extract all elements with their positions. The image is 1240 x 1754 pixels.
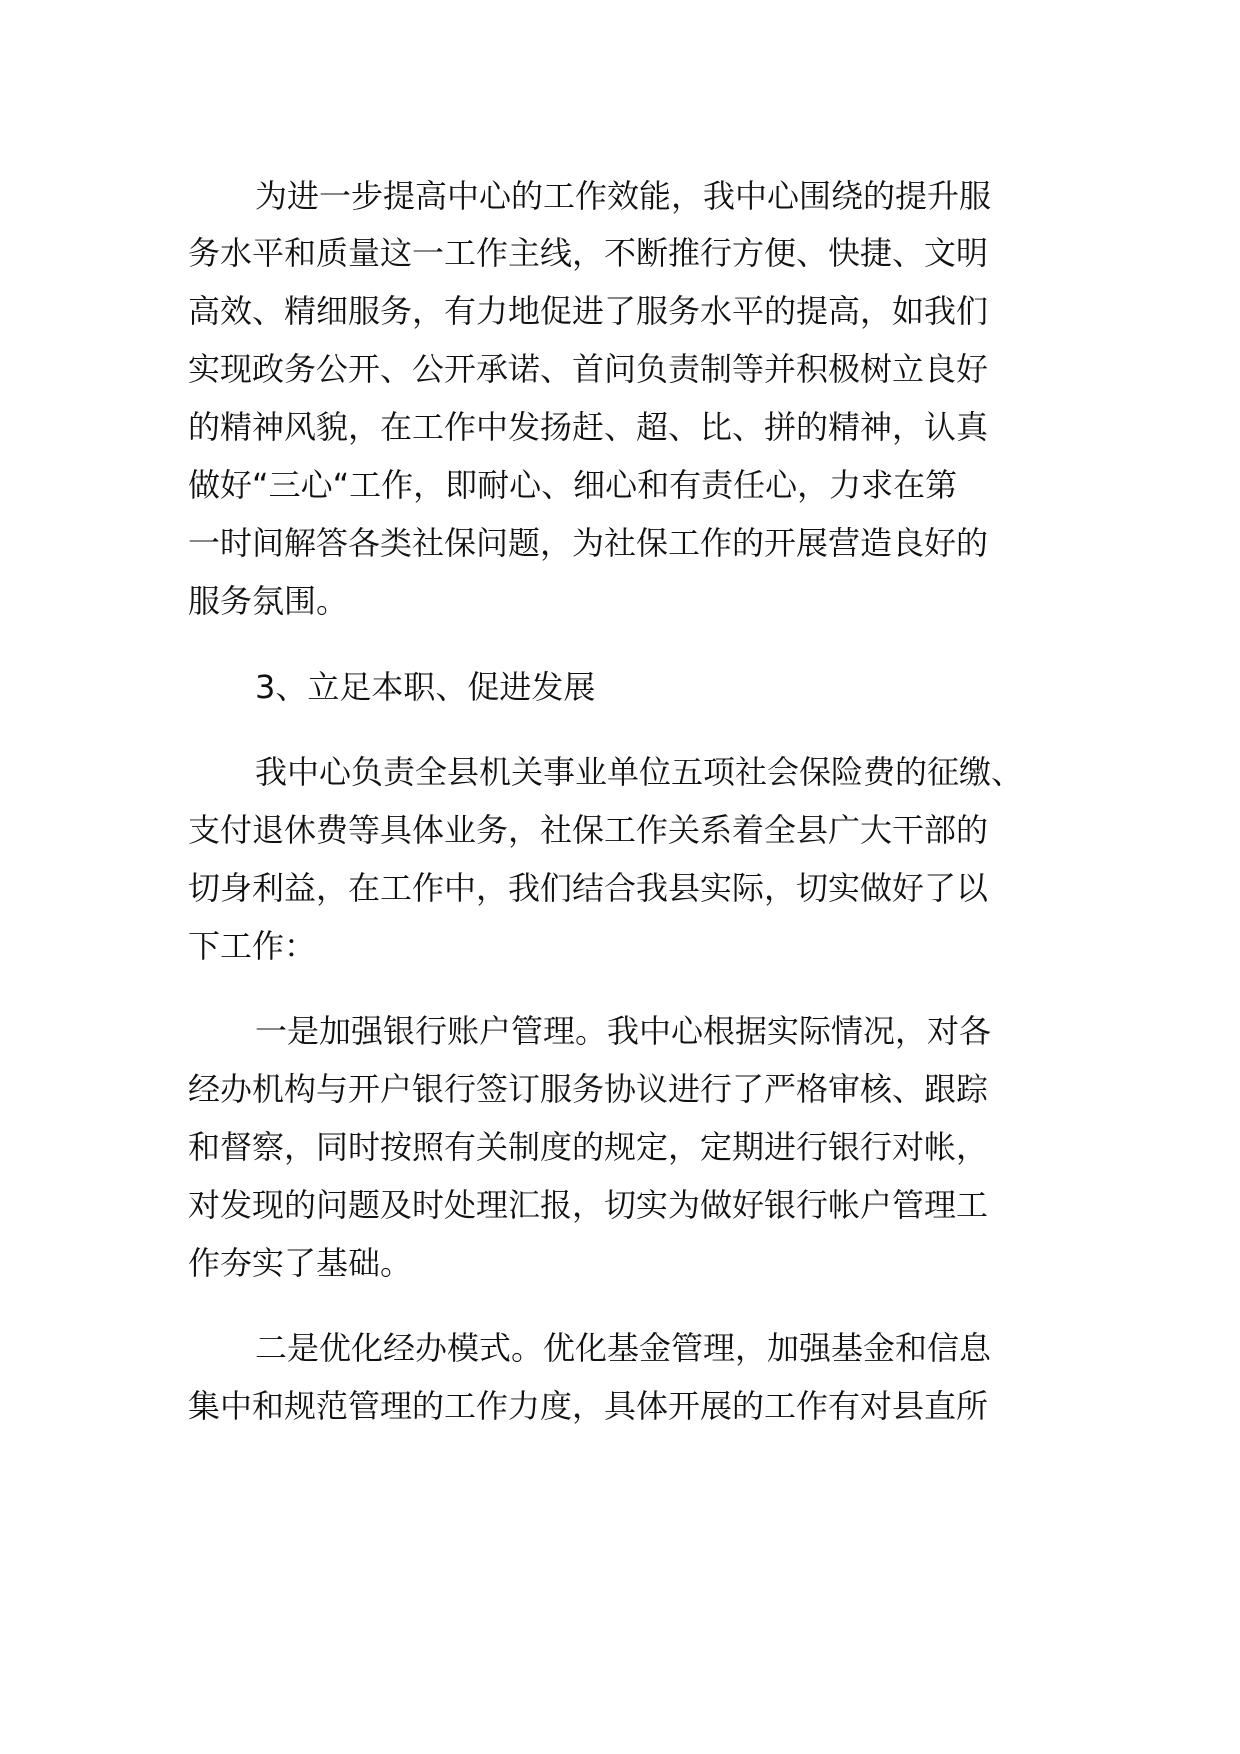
- paragraph-2-line-1: 我中心负责全县机关事业单位五项社会保险费的征缴、: [255, 753, 1024, 791]
- paragraph-4-line-1: 二是优化经办模式。优化基金管理，加强基金和信息: [255, 1329, 992, 1367]
- paragraph-1-line-3: 高效、精细服务，有力地促进了服务水平的提高，如我们: [188, 292, 989, 330]
- paragraph-1-line-8: 服务氛围。: [188, 582, 349, 620]
- paragraph-2-line-3: 切身利益，在工作中，我们结合我县实际，切实做好了以: [188, 869, 989, 907]
- paragraph-2-line-4: 下工作：: [188, 927, 317, 965]
- paragraph-4-line-2: 集中和规范管理的工作力度，具体开展的工作有对县直所: [188, 1387, 989, 1425]
- paragraph-3-line-4: 对发现的问题及时处理汇报，切实为做好银行帐户管理工: [188, 1186, 989, 1224]
- paragraph-1-line-2: 务水平和质量这一工作主线，不断推行方便、快捷、文明: [188, 234, 989, 272]
- paragraph-1-line-1: 为进一步提高中心的工作效能，我中心围绕的提升服: [255, 177, 992, 215]
- paragraph-3-line-1: 一是加强银行账户管理。我中心根据实际情况，对各: [255, 1012, 992, 1050]
- paragraph-3-line-3: 和督察，同时按照有关制度的规定，定期进行银行对帐，: [188, 1128, 989, 1166]
- paragraph-3-line-5: 作夯实了基础。: [188, 1244, 413, 1282]
- paragraph-1-line-4: 实现政务公开、公开承诺、首问负责制等并积极树立良好: [188, 350, 989, 388]
- section-heading: 3、立足本职、促进发展: [255, 668, 596, 706]
- paragraph-1-line-7: 一时间解答各类社保问题，为社保工作的开展营造良好的: [188, 524, 989, 562]
- paragraph-3-line-2: 经办机构与开户银行签订服务协议进行了严格审核、跟踪: [188, 1070, 989, 1108]
- paragraph-1-line-6: 做好“三心“工作，即耐心、细心和有责任心，力求在第: [188, 466, 958, 504]
- paragraph-2-line-2: 支付退休费等具体业务，社保工作关系着全县广大干部的: [188, 811, 989, 849]
- paragraph-1-line-5: 的精神风貌，在工作中发扬赶、超、比、拼的精神，认真: [188, 408, 989, 446]
